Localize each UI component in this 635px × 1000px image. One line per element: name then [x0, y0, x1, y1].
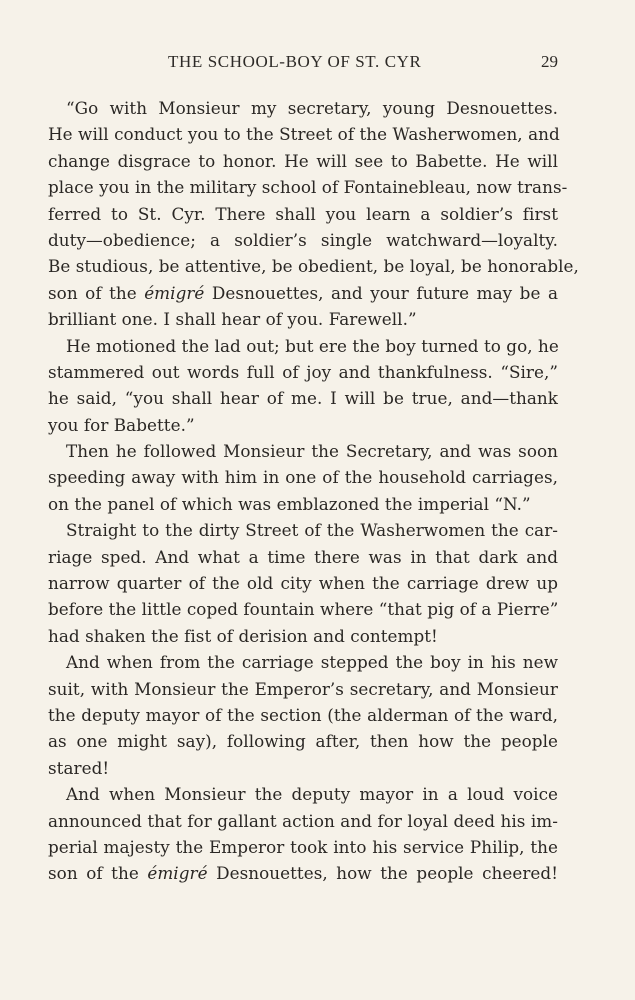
text-line: as one might say), following after, then how the people	[48, 731, 558, 752]
text-line: “Go with Monsieur my secretary, young Desnouettes.	[66, 98, 558, 118]
running-head: THE SCHOOL-BOY OF ST. CYR	[168, 52, 422, 71]
text-line: before the little coped fountain where “that pig of a Pierre”	[48, 599, 559, 620]
text-segment: son of the	[48, 863, 139, 884]
text-line: change disgrace to honor. He will see to Babette. He will	[48, 150, 558, 171]
text-segment: son of the	[48, 282, 137, 303]
italic-word: émigré	[147, 863, 208, 884]
italic-word: émigré	[144, 282, 205, 303]
text-line: perial majesty the Emperor took into his service Philip, the	[48, 836, 558, 857]
page-header	[48, 52, 558, 76]
text-line: Straight to the dirty Street of the Washerwomen the car-	[66, 520, 558, 541]
page-number: 29	[541, 52, 558, 71]
text-line: riage sped. And what a time there was in that dark and	[48, 546, 558, 567]
body-text	[48, 95, 579, 887]
text-line: place you in the military school of Fontainebleau, now trans-	[48, 177, 568, 198]
text-line: stammered out words full of joy and thankfulness. “Sire,”	[48, 361, 558, 382]
text-line: brilliant one. I shall hear of you. Farewell.”	[48, 309, 417, 330]
text-segment: Desnouettes, how the people cheered!	[216, 863, 558, 884]
text-line: And when Monsieur the deputy mayor in a loud voice	[66, 784, 558, 805]
text-line: narrow quarter of the old city when the carriage drew up	[48, 573, 558, 594]
text-line: suit, with Monsieur the Emperor’s secretary, and Monsieur	[48, 678, 558, 699]
text-line	[48, 280, 558, 306]
text-line	[48, 860, 558, 886]
text-segment: Desnouettes, and your future may be a	[211, 282, 558, 303]
text-line: Then he followed Monsieur the Secretary, and was soon	[66, 441, 558, 462]
text-line: ferred to St. Cyr. There shall you learn a soldier’s first	[48, 203, 558, 224]
text-line: duty—obedience; a soldier’s single watchward—loyalty.	[48, 229, 558, 250]
text-line: Be studious, be attentive, be obedient, be loyal, be honorable,	[48, 256, 579, 277]
text-line: stared!	[48, 757, 110, 778]
text-line: on the panel of which was emblazoned the imperial “N.”	[48, 493, 531, 514]
text-line: speeding away with him in one of the household carriages,	[48, 467, 558, 488]
text-line: He motioned the lad out; but ere the boy turned to go, he	[66, 335, 559, 356]
text-line: announced that for gallant action and for loyal deed his im-	[48, 810, 558, 831]
text-line: you for Babette.”	[48, 414, 195, 435]
text-line: the deputy mayor of the section (the alderman of the ward,	[48, 704, 558, 725]
text-line: And when from the carriage stepped the boy in his new	[66, 652, 558, 673]
text-line: he said, “you shall hear of me. I will be true, and—thank	[48, 388, 558, 409]
text-line: He will conduct you to the Street of the Washerwomen, and	[48, 124, 560, 145]
text-line: had shaken the fist of derision and contempt!	[48, 625, 438, 646]
